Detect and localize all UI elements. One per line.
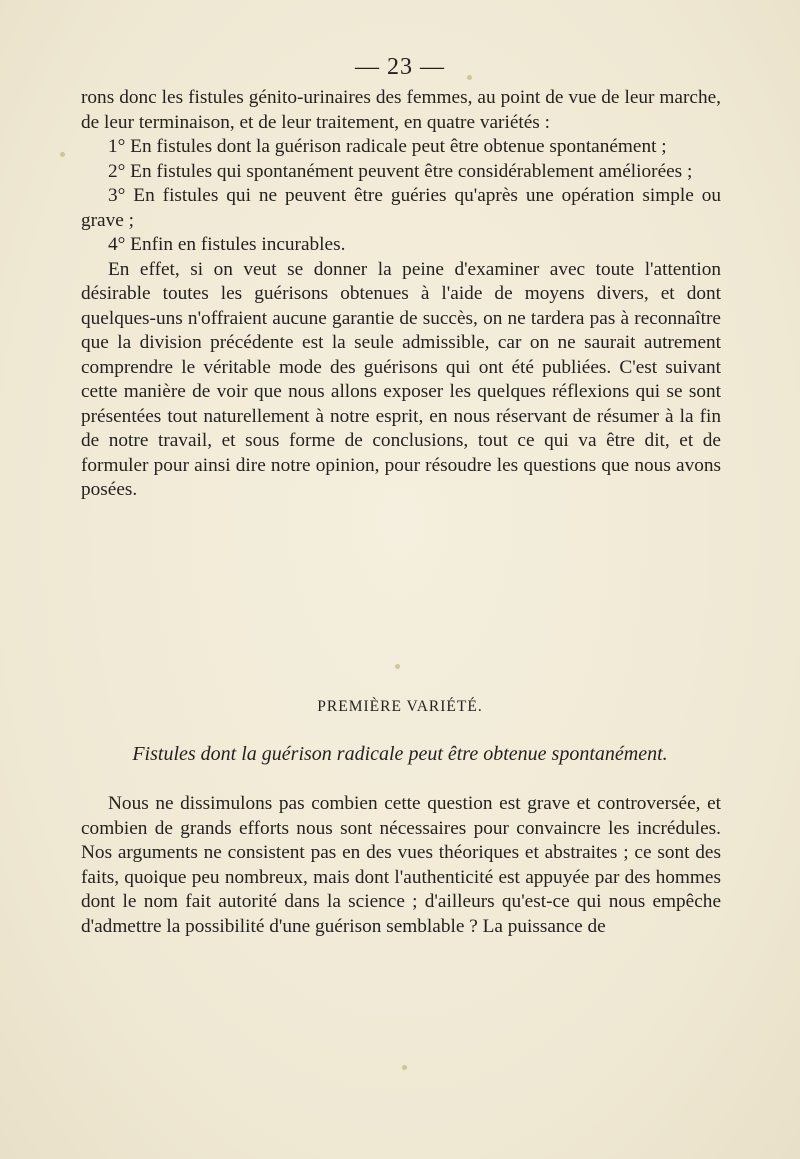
- list-item: 3° En fistules qui ne peuvent être guéries qu'après une opération simple ou grave ;: [81, 185, 721, 231]
- list-item: 1° En fistules dont la guérison radicale peut être obtenue spontanément ;: [108, 136, 667, 157]
- list-item: 4° Enfin en fistules incurables.: [108, 234, 346, 255]
- paragraph: En effet, si on veut se donner la peine d'examiner avec toute l'attention désirable toutes les guérisons obtenues à l'aide de moyens divers, et dont quelques-uns n'offraient aucune garantie de succès, on ne tardera pas à reconnaître que la division précédente est la seule admissible, car on ne saurait autrement comprendre le véritable mode des guérisons qui ont été publiées. C'est suivant cette manière de voir que nous allons exposer les quelques réflexions qui se sont présentées tout naturellement à notre esprit, en nous réservant de résumer à la fin de notre travail, et sous forme de conclusions, tout ce qui va être dit, et de formuler pour ainsi dire notre opinion, pour résoudre les questions que nous avons posées.: [81, 258, 721, 500]
- body-text-top: [81, 86, 721, 503]
- body-text-bottom: [81, 792, 721, 939]
- list-item: 2° En fistules qui spontanément peuvent être considérablement améliorées ;: [108, 160, 693, 182]
- paper-speck: [467, 75, 472, 80]
- section-heading: PREMIÈRE VARIÉTÉ.: [317, 698, 483, 715]
- paragraph: Nous ne dissimulons pas combien cette question est grave et controversée, et combien de grands efforts nous sont nécessaires pour convaincre les incrédules. Nos arguments ne consistent pas en des vues théoriques et abstraites ; ce sont des faits, quoique peu nombreux, mais dont l'authenticité est appuyée par des hommes dont le nom fait autorité dans la science ; d'ailleurs qu'est-ce qui nous empêche d'admettre la possibilité d'une guérison semblable ? La puissance de: [81, 793, 721, 937]
- paragraph: rons donc les fistules génito-urinaires des femmes, au point de vue de leur marche, de leur terminaison, et de leur traitement, en quatre variétés :: [81, 87, 721, 133]
- paper-speck: [60, 152, 65, 157]
- paper-speck: [395, 664, 400, 669]
- page-number: — 23 —: [355, 54, 445, 80]
- paper-speck: [402, 1065, 407, 1070]
- section-subtitle: Fistules dont la guérison radicale peut être obtenue spontanément.: [132, 743, 668, 765]
